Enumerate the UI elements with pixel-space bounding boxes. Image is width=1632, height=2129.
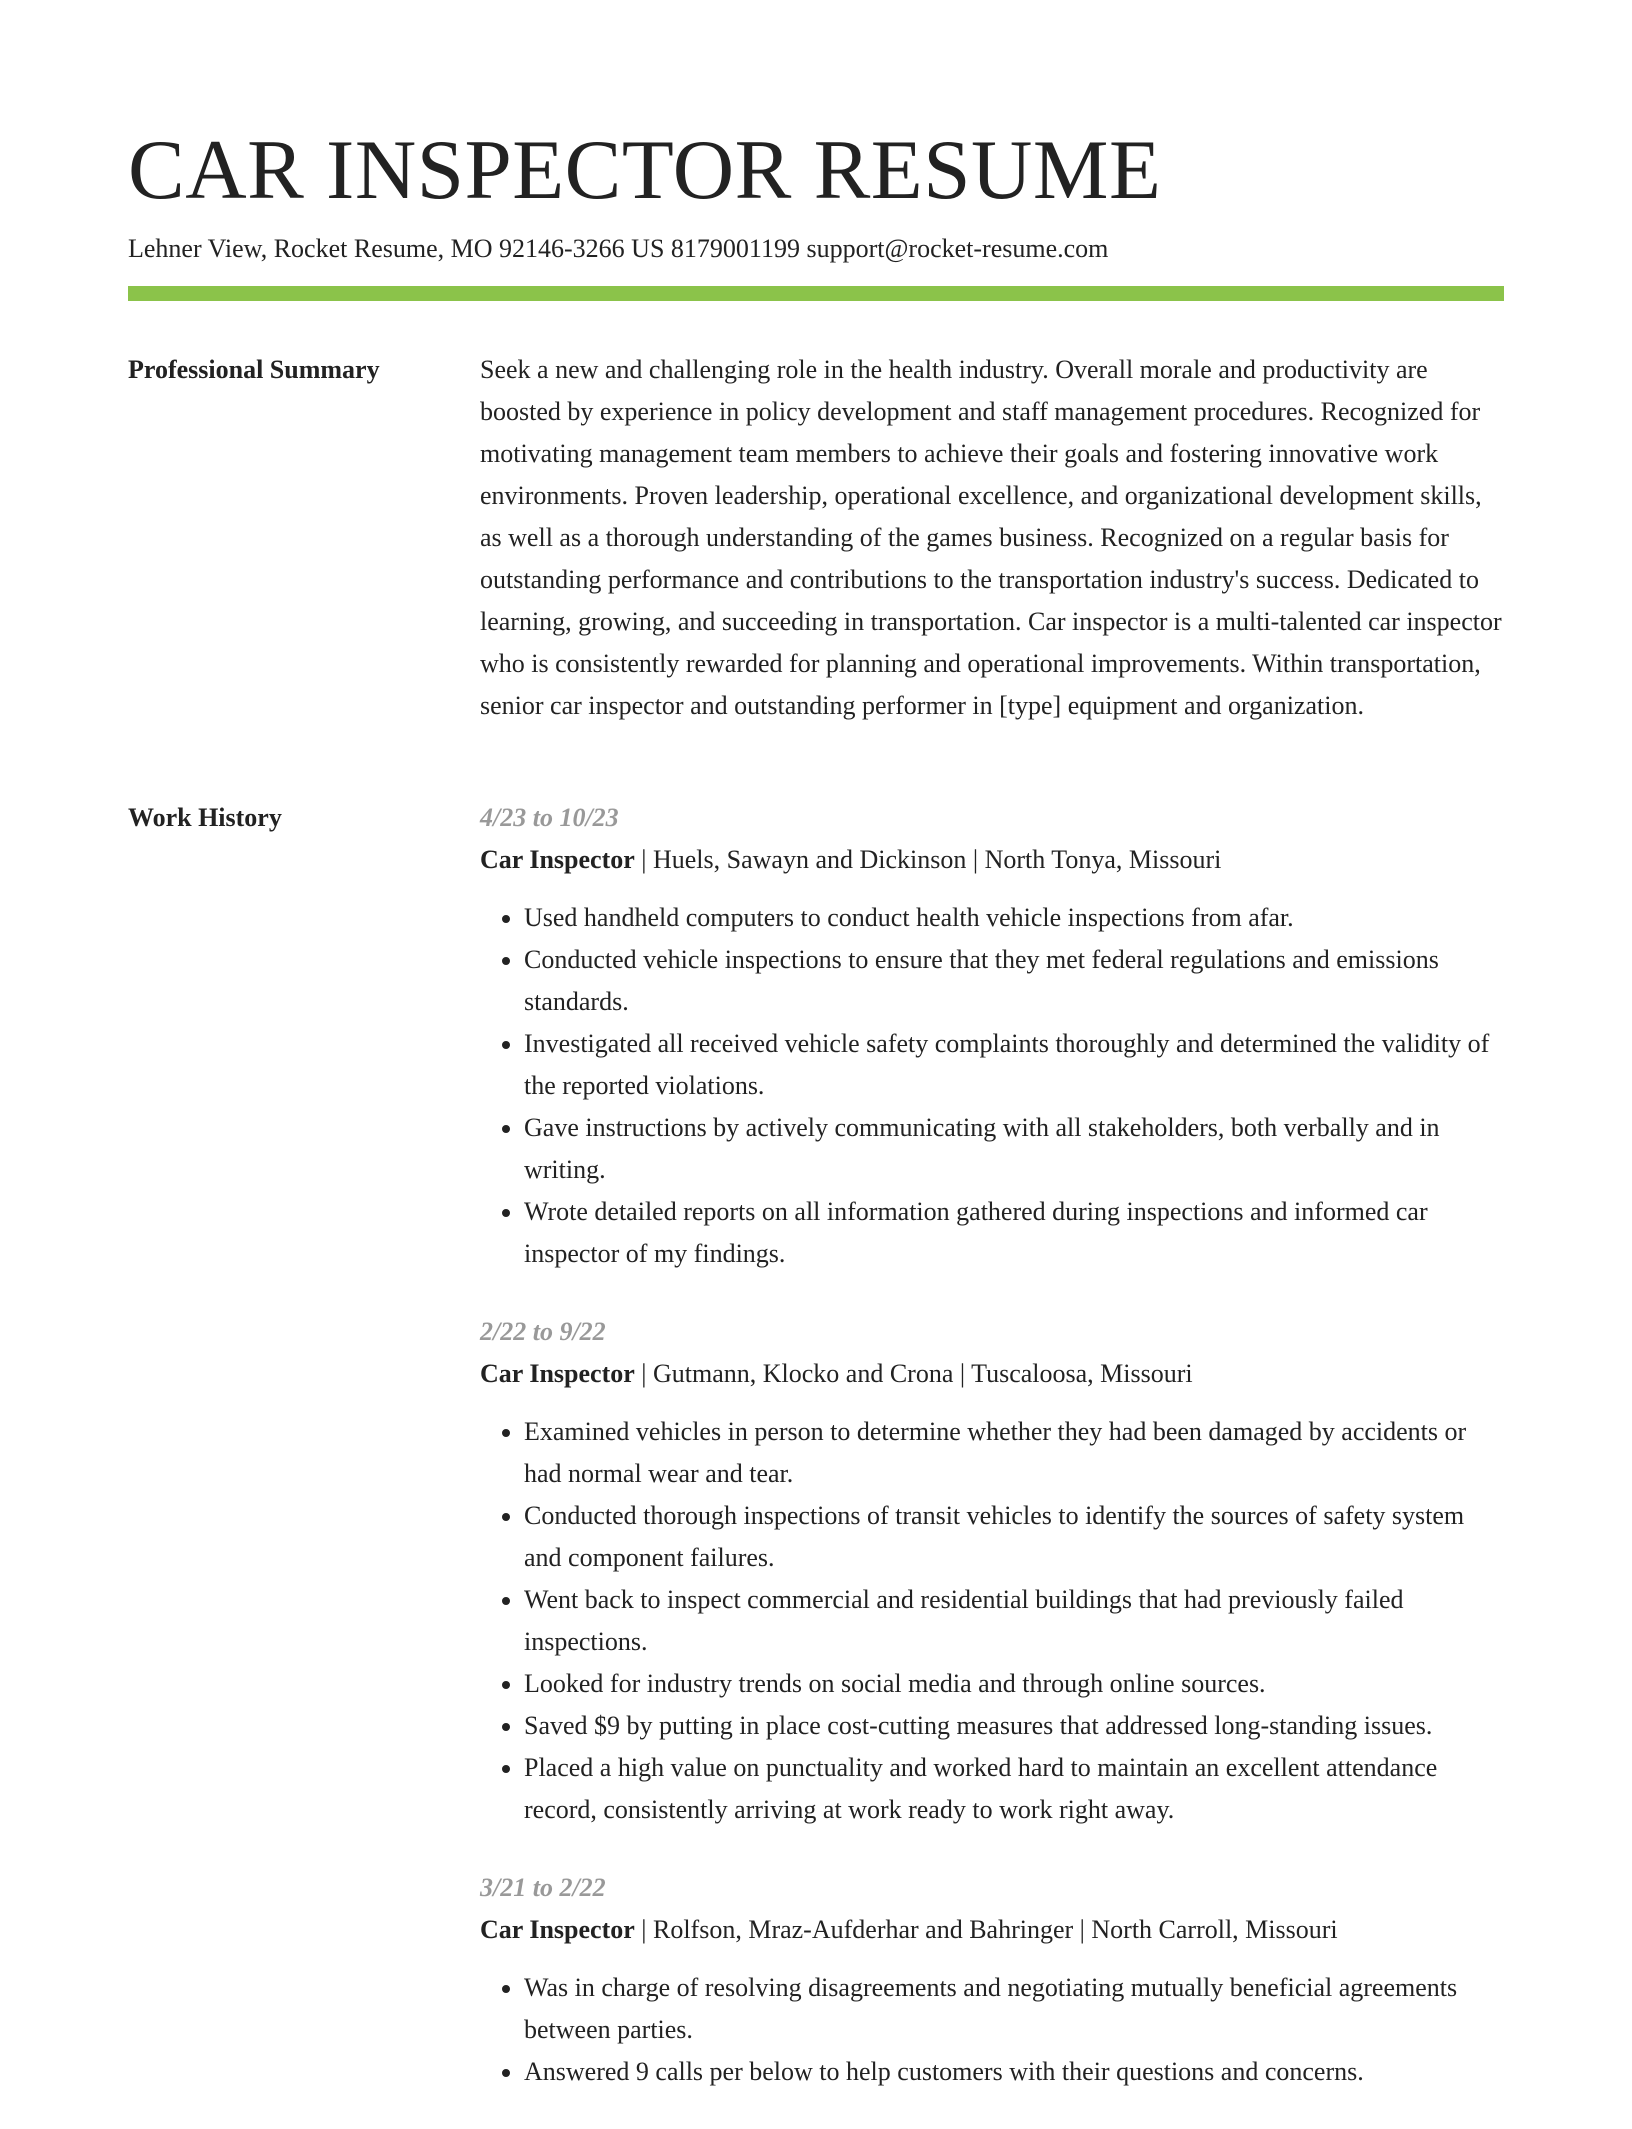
job-details: | Gutmann, Klocko and Crona | Tuscaloosa, Missouri [634, 1359, 1193, 1388]
job-dates: 2/22 to 9/22 [480, 1317, 606, 1346]
job-bullet: • Used handheld computers to conduct health vehicle inspections from afar. [524, 897, 1504, 939]
job-entry [480, 1867, 1504, 2093]
job-bullet: • Gave instructions by actively communicating with all stakeholders, both verbally and in writing. [524, 1107, 1504, 1191]
job-bullet: • Conducted thorough inspections of transit vehicles to identify the sources of safety system and component failures. [524, 1495, 1504, 1579]
job-title: Car Inspector [480, 1359, 635, 1388]
resume-title: CAR INSPECTOR RESUME [128, 123, 1162, 217]
job-bullet: • Saved $9 by putting in place cost-cutting measures that addressed long-standing issues. [524, 1705, 1504, 1747]
job-bullets [480, 1967, 1504, 2093]
job-details: | Rolfson, Mraz-Aufderhar and Bahringer | North Carroll, Missouri [634, 1915, 1338, 1944]
contact-email: support@rocket-resume.com [806, 234, 1109, 263]
job-title: Car Inspector [480, 1915, 635, 1944]
job-bullet: • Examined vehicles in person to determine whether they had been damaged by accidents or had normal wear and tear. [524, 1411, 1504, 1495]
contact-address: Lehner View, Rocket Resume, MO 92146-3266 US [128, 234, 665, 263]
job-bullet: • Looked for industry trends on social media and through online sources. [524, 1663, 1504, 1705]
job-bullet: • Investigated all received vehicle safety complaints thoroughly and determined the validity of the reported violations. [524, 1023, 1504, 1107]
summary-label: Professional Summary [128, 355, 380, 384]
summary-text: Seek a new and challenging role in the health industry. Overall morale and productivity are boosted by experience in policy development and staff management procedures. Recognized for motivating management team members to achieve their goals and fostering innovative work environments. Proven leadership, operational excellence, and organizational development skills, as well as a thorough understanding of the games business. Recognized on a regular basis for outstanding performance and contributions to the transportation industry's success. Dedicated to learning, growing, and succeeding in transportation. Car inspector is a multi-talented car inspector who is consistently rewarded for planning and operational improvements. Within transportation, senior car inspector and outstanding performer in [type] equipment and organization. [480, 355, 1502, 720]
job-title-line [480, 1353, 1504, 1395]
job-bullets [480, 1411, 1504, 1831]
header-divider [128, 286, 1504, 301]
job-title-line [480, 1909, 1504, 1951]
work-history-label: Work History [128, 803, 282, 832]
job-dates: 3/21 to 2/22 [480, 1873, 606, 1902]
job-bullet: • Conducted vehicle inspections to ensure that they met federal regulations and emissions standards. [524, 939, 1504, 1023]
job-title-line [480, 839, 1504, 881]
job-details: | Huels, Sawayn and Dickinson | North Tonya, Missouri [634, 845, 1222, 874]
job-bullet: • Went back to inspect commercial and residential buildings that had previously failed inspections. [524, 1579, 1504, 1663]
job-bullet: • Was in charge of resolving disagreements and negotiating mutually beneficial agreements between parties. [524, 1967, 1504, 2051]
job-bullet: • Wrote detailed reports on all information gathered during inspections and informed car inspector of my findings. [524, 1191, 1504, 1275]
contact-phone: 8179001199 [670, 234, 800, 263]
job-bullets [480, 897, 1504, 1275]
job-title: Car Inspector [480, 845, 635, 874]
jobs-list [480, 797, 1504, 2129]
job-entry [480, 1311, 1504, 1831]
job-bullet: • Answered 9 calls per below to help customers with their questions and concerns. [524, 2051, 1504, 2093]
job-entry [480, 797, 1504, 1275]
contact-line [128, 231, 1108, 267]
job-dates: 4/23 to 10/23 [480, 803, 619, 832]
job-bullet: • Placed a high value on punctuality and worked hard to maintain an excellent attendance record, consistently arriving at work ready to work right away. [524, 1747, 1504, 1831]
